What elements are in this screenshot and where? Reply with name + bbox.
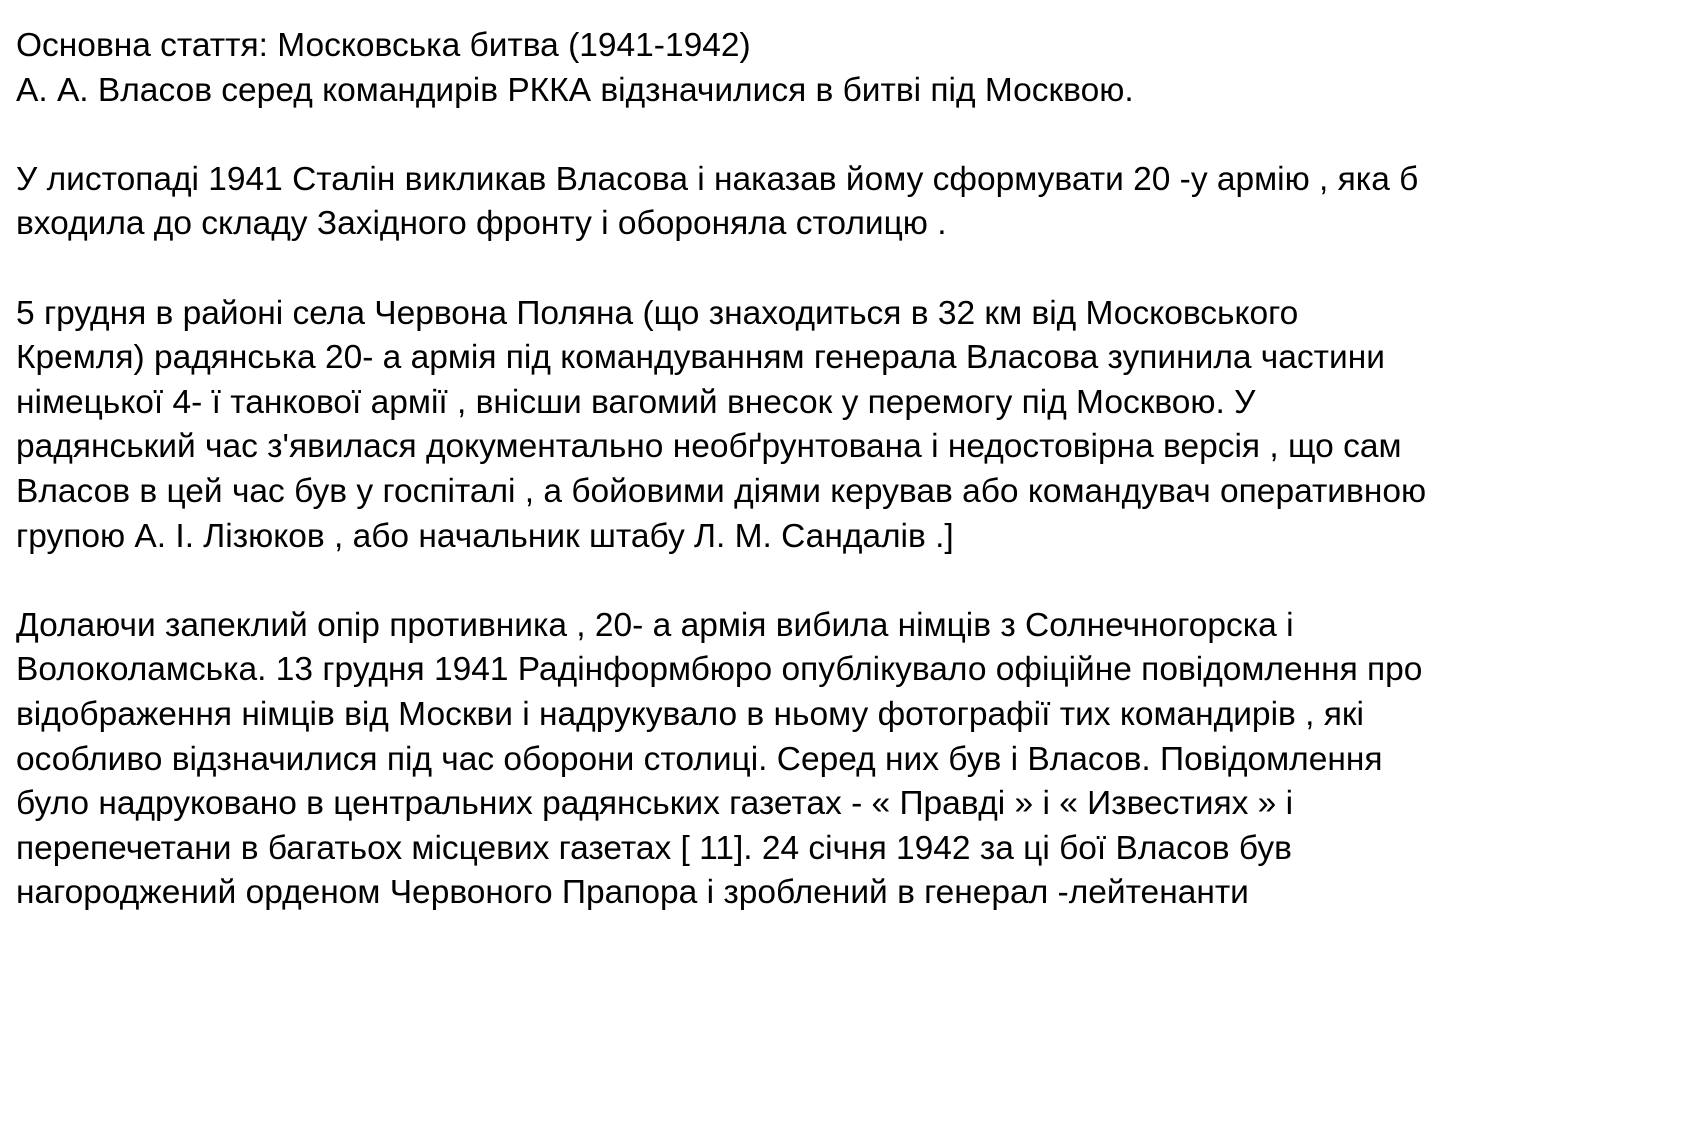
paragraph-3 — [16, 292, 1696, 560]
text-line: Кремля) радянська 20- а армія під командуванням генерала Власова зупинила частини — [16, 339, 1385, 377]
text-line: особливо відзначилися під час оборони столиці. Серед них був і Власов. Повідомлення — [16, 740, 1383, 778]
text-line: У листопаді 1941 Сталін викликав Власова і наказав йому сформувати 20 -у армію , яка б — [16, 160, 1419, 198]
text-line: А. А. Власов серед командирів РККА відзначилися в битві під Москвою. — [16, 71, 1134, 109]
paragraph-4 — [16, 604, 1696, 916]
text-line: Долаючи запеклий опір противника , 20- а армія вибила німців з Солнечногорска і — [16, 606, 1294, 644]
paragraph-2 — [16, 158, 1696, 247]
text-line: Волоколамська. 13 грудня 1941 Радінформбюро опублікувало офіційне повідомлення про — [16, 651, 1423, 689]
document-body — [16, 24, 1696, 960]
text-line: перепечетани в багатьох місцевих газетах [ 11]. 24 січня 1942 за ці бої Власов був — [16, 829, 1292, 867]
text-line: групою А. І. Лізюков , або начальник штабу Л. М. Сандалів .] — [16, 517, 954, 555]
text-line: німецької 4- ї танкової армії , внісши вагомий внесок у перемогу під Москвою. У — [16, 383, 1256, 421]
text-line: Власов в цей час був у госпіталі , а бойовими діями керував або командувач оперативною — [16, 472, 1427, 510]
text-line: радянський час з'явилася документально необґрунтована і недостовірна версія , що сам — [16, 428, 1402, 466]
paragraph-1 — [16, 24, 1696, 113]
text-line: було надруковано в центральних радянських газетах - « Правді » і « Известиях » і — [16, 785, 1294, 823]
text-line: відображення німців від Москви і надрукувало в ньому фотографії тих командирів , які — [16, 695, 1364, 733]
text-line: входила до складу Західного фронту і обороняла столицю . — [16, 205, 947, 243]
text-line: 5 грудня в районі села Червона Поляна (що знаходиться в 32 км від Московського — [16, 294, 1299, 332]
text-line: Основна стаття: Московська битва (1941-1942) — [16, 27, 751, 64]
text-line: нагороджений орденом Червоного Прапора і зроблений в генерал -лейтенанти — [16, 874, 1249, 912]
